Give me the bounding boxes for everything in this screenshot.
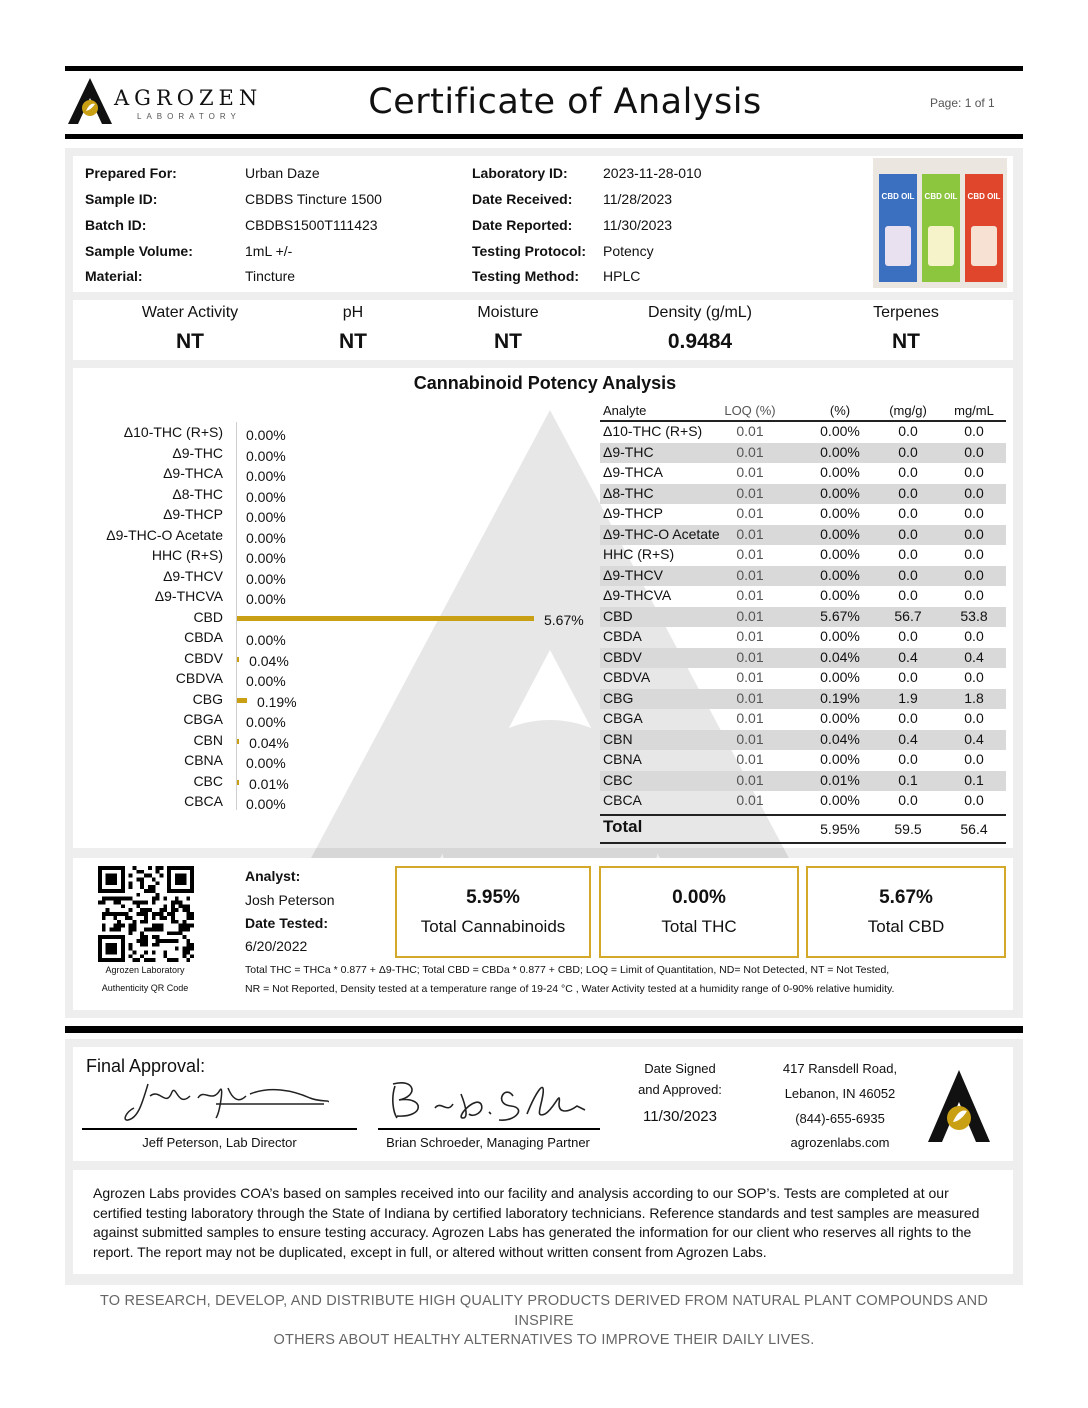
table-cell: 0.0 — [898, 792, 918, 808]
chart-value-label: 0.00% — [246, 427, 286, 443]
prepared-for-label: Prepared For: — [85, 165, 177, 181]
table-cell: Δ9-THCVA — [603, 587, 672, 603]
sample-volume-label: Sample Volume: — [85, 243, 193, 259]
table-bottom-rule — [600, 842, 1006, 844]
table-cell: HHC (R+S) — [603, 546, 675, 562]
chart-value-label: 5.67% — [544, 611, 584, 628]
table-cell: 1.9 — [898, 689, 918, 706]
table-cell: 0.0 — [898, 423, 918, 439]
table-cell: Δ10-THC (R+S) — [603, 423, 703, 439]
product-bottle-blue — [879, 174, 917, 282]
table-row — [600, 750, 1006, 771]
total-thc-value: 0.00% — [672, 887, 726, 908]
metric-value: NT — [176, 330, 204, 353]
date-reported-value: 11/30/2023 — [603, 217, 673, 233]
table-cell: 0.0 — [964, 566, 984, 583]
page-title: Certificate of Analysis — [368, 82, 762, 122]
chart-value-label: 0.00% — [246, 488, 286, 505]
table-cell: 0.01 — [736, 751, 764, 767]
analyst-name: Josh Peterson — [245, 892, 335, 908]
table-cell: 0.0 — [964, 587, 984, 603]
section-rule — [65, 1026, 1023, 1033]
prepared-for-value: Urban Daze — [245, 165, 320, 181]
total-cbd-label: Total CBD — [867, 917, 945, 936]
chart-category-label: Δ9-THCP — [163, 506, 223, 522]
table-cell: CBG — [603, 689, 634, 706]
table-cell: 0.0 — [898, 484, 918, 501]
table-cell: 5.67% — [820, 607, 860, 624]
table-cell: 0.0 — [964, 792, 984, 808]
chart-category-label: CBCA — [184, 793, 223, 809]
metric-value: NT — [494, 330, 522, 353]
metric-value: 0.9484 — [667, 330, 733, 353]
signature-line-1 — [82, 1128, 357, 1130]
table-cell: 0.0 — [898, 628, 918, 644]
table-cell: 0.0 — [898, 566, 918, 583]
table-cell: 0.01 — [736, 771, 764, 788]
total-cannabinoids-label: Total Cannabinoids — [420, 917, 566, 936]
table-cell: 0.00% — [820, 443, 860, 460]
chart-value-label: 0.00% — [246, 550, 286, 566]
chart-value-label: 0.00% — [246, 632, 286, 648]
table-cell: 53.8 — [960, 607, 988, 624]
table-cell: 0.01 — [736, 423, 764, 439]
table-cell: 0.01 — [736, 587, 764, 603]
table-cell: 0.01 — [736, 730, 764, 747]
total-cbd-box — [806, 866, 1006, 958]
table-cell: 0.00% — [820, 484, 860, 501]
table-cell: 0.4 — [898, 648, 918, 665]
chart-category-label: Δ9-THCA — [163, 465, 223, 481]
metric-water-activity — [110, 304, 270, 354]
total-thc-label: Total THC — [661, 917, 737, 936]
method-label: Testing Method: — [472, 268, 580, 284]
table-cell: 0.00% — [820, 525, 860, 542]
signature-jeff-icon — [120, 1078, 340, 1126]
definitions-note-2: NR = Not Reported, Density tested at a temperature range of 19-24 °C , Water Activity tested at a humidity range of 0-90% relative humidity. — [245, 983, 895, 995]
total-thc-box — [599, 866, 799, 958]
chart-value-label: 0.00% — [246, 714, 286, 730]
method-value: HPLC — [603, 268, 641, 284]
table-cell: 0.0 — [898, 751, 918, 767]
header-bottom-rule — [65, 134, 1023, 139]
batch-id-value: CBDBS1500T111423 — [245, 217, 378, 233]
chart-value-label: 0.00% — [246, 447, 286, 464]
chart-category-label: Δ9-THCV — [163, 567, 223, 584]
website-link[interactable]: agrozenlabs.com — [790, 1135, 890, 1150]
chart-category-label: CBN — [193, 731, 223, 748]
table-cell: 0.0 — [898, 669, 918, 685]
table-cell: 0.00% — [820, 587, 860, 603]
table-cell: 0.19% — [820, 689, 860, 706]
table-row — [600, 709, 1006, 730]
date-tested-label: Date Tested: — [245, 915, 328, 931]
table-row — [600, 504, 1006, 525]
chart-value-label: 0.01% — [249, 775, 289, 792]
table-cell: 0.00% — [820, 751, 860, 767]
table-cell: CBDA — [603, 628, 642, 644]
table-cell: 0.0 — [964, 484, 984, 501]
metric-label: Terpenes — [873, 304, 939, 321]
table-row — [600, 771, 1006, 792]
analyst-label: Analyst: — [245, 868, 301, 884]
table-cell: 0.0 — [898, 587, 918, 603]
table-header-cell: mg/mL — [954, 403, 994, 418]
chart-category-label: Δ9-THCVA — [154, 588, 223, 604]
table-cell: Δ9-THCP — [603, 505, 663, 521]
table-cell: 0.1 — [898, 771, 918, 788]
table-row — [600, 484, 1006, 505]
signer-2-name: Brian Schroeder, Managing Partner — [386, 1135, 590, 1150]
table-cell: 0.4 — [964, 648, 984, 665]
metric-label: Density (g/mL) — [647, 304, 753, 321]
table-cell: 0.01 — [736, 566, 764, 583]
table-cell: Δ9-THCA — [603, 464, 663, 480]
table-row — [600, 545, 1006, 566]
date-signed-label-1: Date Signed — [644, 1061, 716, 1076]
table-cell: 0.01 — [736, 546, 764, 562]
signature-line-2 — [378, 1128, 600, 1130]
product-bottle-art — [971, 226, 997, 266]
table-cell: 0.01 — [736, 464, 764, 480]
table-cell: CBNA — [603, 751, 642, 767]
chart-category-label: CBDVA — [175, 670, 223, 686]
table-cell: 0.0 — [964, 525, 984, 542]
table-cell: Δ9-THCV — [603, 566, 663, 583]
table-cell: 0.00% — [820, 792, 860, 808]
qr-caption-2: Authenticity QR Code — [101, 983, 189, 993]
table-cell: 0.0 — [898, 525, 918, 542]
table-total-cell: 5.95% — [820, 820, 860, 837]
material-value: Tincture — [245, 268, 296, 284]
metric-terpenes — [846, 304, 966, 354]
lab-id-value: 2023-11-28-010 — [603, 165, 702, 181]
product-photo — [873, 158, 1007, 288]
product-bottle-art — [928, 226, 954, 266]
table-cell: 0.1 — [964, 771, 984, 788]
footer-mission — [80, 1292, 1008, 1351]
table-cell: 0.01 — [736, 792, 764, 808]
chart-value-label: 0.04% — [249, 652, 289, 669]
chart-category-label: CBC — [193, 772, 223, 789]
table-cell: Δ8-THC — [603, 484, 654, 501]
table-row — [600, 525, 1006, 546]
date-reported-label: Date Reported: — [472, 217, 573, 233]
footer-line-1: TO RESEARCH, DEVELOP, AND DISTRIBUTE HIGH QUALITY PRODUCTS DERIVED FROM NATURAL PLANT COMPOUNDS AND INSPIRE — [99, 1293, 989, 1329]
table-cell: 0.01 — [736, 669, 764, 685]
chart-category-label: CBGA — [183, 711, 223, 727]
table-cell: 0.0 — [964, 505, 984, 521]
table-cell: 1.8 — [964, 689, 984, 706]
table-cell: 0.4 — [898, 730, 918, 747]
chart-bar — [237, 657, 239, 662]
table-cell: 0.0 — [898, 710, 918, 726]
table-cell: 0.01 — [736, 443, 764, 460]
chart-bar — [237, 780, 239, 785]
agrozen-logo-icon — [926, 1068, 992, 1144]
table-row — [600, 463, 1006, 484]
table-row — [600, 730, 1006, 751]
table-header-cell: (%) — [829, 403, 851, 418]
table-row — [600, 627, 1006, 648]
metric-label: Water Activity — [141, 304, 239, 321]
sample-volume-value: 1mL +/- — [245, 243, 293, 259]
table-cell: 0.01 — [736, 648, 764, 665]
table-row — [600, 607, 1006, 628]
table-cell: 0.00% — [820, 505, 860, 521]
page-number: Page: 1 of 1 — [930, 96, 995, 110]
definitions-note-1: Total THC = THCa * 0.877 + Δ9-THC; Total CBD = CBDa * 0.877 + CBD; LOQ = Limit of Quantitation, ND= Not Detected, NT = Not Tested, — [245, 964, 890, 976]
lab-id-label: Laboratory ID: — [472, 165, 568, 181]
metric-moisture — [448, 304, 568, 354]
metric-ph — [293, 304, 413, 354]
metric-density — [610, 304, 790, 354]
table-cell: 0.0 — [964, 628, 984, 644]
table-cell: CBCA — [603, 792, 642, 808]
potency-title: Cannabinoid Potency Analysis — [413, 373, 677, 393]
table-cell: 0.0 — [898, 464, 918, 480]
table-cell: 0.0 — [964, 669, 984, 685]
protocol-value: Potency — [603, 243, 654, 259]
qr-code-icon[interactable] — [96, 866, 196, 962]
table-cell: 0.01 — [736, 689, 764, 706]
address-line-2: Lebanon, IN 46052 — [784, 1086, 896, 1101]
table-cell: 0.0 — [898, 505, 918, 521]
table-cell: 0.4 — [964, 730, 984, 747]
sample-id-label: Sample ID: — [85, 191, 158, 207]
chart-category-label: HHC (R+S) — [151, 547, 223, 563]
table-cell: 0.00% — [820, 566, 860, 583]
chart-category-label: Δ9-THC — [172, 444, 223, 461]
table-cell: 0.00% — [820, 546, 860, 562]
product-bottle-label: CBD OIL — [924, 192, 958, 201]
table-cell: 0.0 — [964, 751, 984, 767]
final-approval-title: Final Approval: — [86, 1056, 206, 1076]
chart-category-label: CBD — [193, 608, 223, 625]
table-cell: 0.04% — [820, 730, 860, 747]
chart-category-label: CBDA — [184, 629, 223, 645]
qr-caption-1: Agrozen Laboratory — [105, 965, 185, 975]
table-cell: 0.00% — [820, 710, 860, 726]
chart-category-label: CBDV — [184, 649, 223, 666]
table-cell: 0.0 — [964, 423, 984, 439]
chart-value-label: 0.00% — [246, 509, 286, 525]
table-cell: CBN — [603, 730, 633, 747]
metric-value: NT — [892, 330, 920, 353]
chart-value-label: 0.00% — [246, 468, 286, 484]
table-cell: 0.00% — [820, 423, 860, 439]
table-cell: 0.0 — [898, 443, 918, 460]
material-label: Material: — [85, 268, 143, 284]
table-header-cell: (mg/g) — [889, 403, 927, 418]
total-cannabinoids-box — [395, 866, 591, 958]
metric-label: pH — [342, 304, 364, 321]
date-received-label: Date Received: — [472, 191, 573, 207]
table-cell: 0.00% — [820, 669, 860, 685]
table-cell: 0.01 — [736, 505, 764, 521]
table-row — [600, 689, 1006, 710]
chart-category-label: CBG — [192, 690, 223, 707]
table-cell: 0.04% — [820, 648, 860, 665]
table-cell: Δ9-THC — [603, 443, 654, 460]
table-row — [600, 668, 1006, 689]
table-cell: 56.7 — [894, 607, 922, 624]
sample-id-value: CBDBS Tincture 1500 — [245, 191, 382, 207]
table-row — [600, 443, 1006, 464]
table-cell: 0.01% — [820, 771, 860, 788]
table-header-cell: Analyte — [603, 403, 647, 418]
chart-value-label: 0.00% — [246, 796, 286, 812]
phone-number: (844)-655-6935 — [795, 1111, 885, 1126]
table-cell: 0.0 — [964, 546, 984, 562]
product-bottle-green — [922, 174, 960, 282]
disclaimer-text: Agrozen Labs provides COA’s based on samples received into our facility and analysis according to our SOP’s. Tests are completed at our certified testing laboratory through the State of Indiana by certified laboratory technicians. Reference standards and test samples are measured against submitted samples to ensure testing accuracy. Agrozen Labs has generated the information for our client who reserves all rights to the report. The report may not be duplicated, except in full, or altered without written consent from Agrozen Labs. — [93, 1185, 980, 1260]
chart-value-label: 0.00% — [246, 755, 286, 771]
table-cell: 0.0 — [898, 546, 918, 562]
table-cell: 0.01 — [736, 710, 764, 726]
table-cell: CBDV — [603, 648, 642, 665]
table-cell: 0.0 — [964, 710, 984, 726]
table-cell: CBGA — [603, 710, 643, 726]
table-total-cell: 59.5 — [894, 820, 922, 837]
table-cell: 0.01 — [736, 484, 764, 501]
date-received-value: 11/28/2023 — [603, 191, 673, 207]
table-cell: 0.01 — [736, 525, 764, 542]
chart-category-label: Δ9-THC-O Acetate — [106, 526, 223, 543]
total-cannabinoids-value: 5.95% — [466, 887, 520, 908]
table-cell: 0.01 — [736, 607, 764, 624]
table-cell: 0.0 — [964, 443, 984, 460]
table-total-row — [600, 816, 1006, 840]
agrozen-logo-icon — [66, 76, 114, 126]
table-cell: Δ9-THC-O Acetate — [603, 525, 720, 542]
date-signed-label-2: and Approved: — [638, 1082, 722, 1097]
logo-name: AGROZEN — [114, 86, 263, 110]
table-row — [600, 648, 1006, 669]
table-row — [600, 586, 1006, 607]
table-cell: 0.00% — [820, 464, 860, 480]
protocol-label: Testing Protocol: — [472, 243, 587, 259]
chart-value-label: 0.19% — [256, 693, 297, 710]
table-cell: CBC — [603, 771, 633, 788]
metric-value: NT — [339, 330, 367, 353]
product-bottle-red — [965, 174, 1003, 282]
table-header-cell: LOQ (%) — [724, 403, 776, 418]
product-bottle-label: CBD OIL — [967, 192, 1001, 201]
chart-category-label: Δ8-THC — [172, 485, 223, 502]
batch-id-label: Batch ID: — [85, 217, 147, 233]
chart-bar — [237, 616, 534, 621]
total-cbd-value: 5.67% — [879, 887, 933, 908]
chart-value-label: 0.00% — [246, 529, 286, 546]
metric-label: Moisture — [477, 304, 539, 321]
date-signed-value: 11/30/2023 — [643, 1108, 717, 1125]
signer-1-name: Jeff Peterson, Lab Director — [142, 1135, 297, 1150]
chart-bar — [237, 698, 247, 703]
header-top-rule — [65, 66, 1023, 71]
chart-value-label: 0.00% — [246, 570, 286, 587]
table-total-cell: 56.4 — [960, 820, 988, 837]
address-line-1: 417 Ransdell Road, — [782, 1061, 898, 1076]
table-cell: 0.00% — [820, 628, 860, 644]
chart-value-label: 0.00% — [246, 591, 286, 607]
table-row — [600, 422, 1006, 443]
table-total-cell: Total — [603, 816, 643, 836]
table-row — [600, 566, 1006, 587]
table-cell: 0.0 — [964, 464, 984, 480]
chart-value-label: 0.04% — [249, 734, 289, 751]
logo-subtitle: LABORATORY — [137, 112, 241, 121]
footer-line-2: OTHERS ABOUT HEALTHY ALTERNATIVES TO IMPROVE THEIR DAILY LIVES. — [273, 1332, 815, 1348]
table-cell: CBD — [603, 607, 633, 624]
table-row — [600, 791, 1006, 812]
chart-category-label: CBNA — [184, 752, 223, 768]
chart-bar — [237, 739, 239, 744]
signature-brian-icon — [385, 1074, 595, 1126]
table-cell: CBDVA — [603, 669, 651, 685]
chart-category-label: Δ10-THC (R+S) — [123, 424, 223, 440]
product-bottle-label: CBD OIL — [881, 192, 915, 201]
chart-value-label: 0.00% — [246, 673, 286, 689]
table-cell: 0.01 — [736, 628, 764, 644]
product-bottle-art — [885, 226, 911, 266]
date-tested-value: 6/20/2022 — [245, 938, 308, 954]
